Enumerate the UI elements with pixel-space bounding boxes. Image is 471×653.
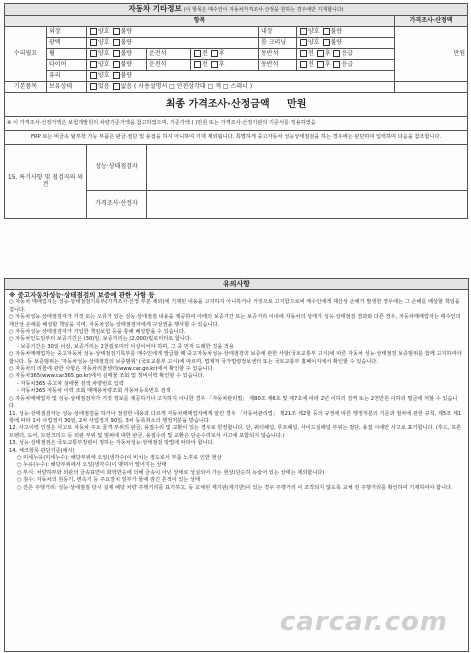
checkbox[interactable] <box>317 50 324 57</box>
checkbox[interactable] <box>323 39 330 46</box>
checkbox[interactable] <box>113 72 120 79</box>
appraiser-label: 가격조사·산정자 <box>87 191 147 219</box>
section-title: 자동차 기타정보 <box>128 4 182 14</box>
repair-item-label: 광택 <box>47 38 87 49</box>
checkbox[interactable] <box>194 50 201 57</box>
checkbox[interactable] <box>194 61 201 68</box>
repair-needed-label: 수리필요 <box>5 27 47 82</box>
checkbox[interactable] <box>333 50 340 57</box>
final-price-label: 최종 가격조사·산정금액 <box>165 98 270 110</box>
checkbox[interactable] <box>113 83 120 90</box>
repair-item-label: 내장 <box>259 27 297 38</box>
checkbox[interactable] <box>317 61 324 68</box>
appraiser-opinion-field[interactable] <box>147 191 468 219</box>
basic-items-list: ( 사용설명서 □ 안전삼각대 □ 잭 □ 스패너 ) <box>134 83 253 91</box>
repair-item-label: 유리 <box>47 71 87 82</box>
notice-line: 14. 체크항목 판단기준(예시) <box>9 447 75 454</box>
checkbox[interactable] <box>90 61 97 68</box>
inspector-label: 성능·상태점검자 <box>87 145 147 191</box>
passenger-seat-label: 동반석 <box>259 49 297 60</box>
checkbox[interactable] <box>211 61 218 68</box>
checkbox[interactable] <box>333 61 340 68</box>
notice-line: ○ 누유(누수): 해당부위에서 오일(냉각수)이 맺혀서 떨어지는 상태 <box>17 462 167 469</box>
repair-item-label: 타이어 <box>47 60 87 71</box>
notice-line: 11. 성능·상태점검자는 성능·상태점검을 하거나 점검한 내용과 다르게 자동차매매업자에게 알린 경우 「자동차관리법」 제21조 제2항 등의 규정에 따른 행정처분의 기준과 절차에 관한 규칙, 제5조 제1항에 따라 1차 사업정지 30일, 2차 사업정지 90일, 3차 등록취소의 행정처분을 받습니다. <box>9 410 462 424</box>
frp-note: FRP 또는 비금속 탈부착 가능 부품은 판금·절단 및 용접을 하지 아니하여 기재 제외됩니다. 특별하게 중고자동차 성능상태점검을 하는 경우에는 판단하여 입력하며 다음을 참조합니다. <box>5 131 468 145</box>
notice-line: 13. 성능·상태점검은 국토교통부장관이 정하는 자동차성능·상태점검 방법에 따라야 합니다. <box>9 440 215 447</box>
notice-line: ○ 자동차인도일부터 보증기간은 (30)일, 보증거리는 (2,000)킬로미터로 합니다. <box>9 336 192 343</box>
precautions-section <box>4 278 469 652</box>
special-notes-label: 15. 특기사항 및 점검자의 의견 <box>5 145 87 219</box>
items-column-header: 항목 <box>5 16 395 27</box>
repair-item-label: 휠 <box>47 49 87 60</box>
checkbox[interactable] <box>113 50 120 57</box>
driver-seat-label: 운전석 <box>147 49 191 60</box>
checkbox[interactable] <box>90 83 97 90</box>
notice-line: ○ 잔존 주행거리: 성능·상태점검 당시 실제 해당 차량 주행거리를 표기하고, 동 교체된 계기판(계기반)이 있는 경우 주행거리 이 조작되지 않도록 교체 전 주행거리를 확인하여 기재하여야 합니다. <box>17 484 453 491</box>
precautions-header: 유의사항 <box>5 279 468 290</box>
price-column-header: 가격조사·산정액 <box>395 16 468 27</box>
notice-line: ○ 자동차성능·상태점검자가 가입한 책임보험 등을 통해 배상받을 수 있습니다. <box>9 329 186 336</box>
driver-seat-label: 운전석 <box>147 60 191 71</box>
notice-line: ○ 부식: 차량하부와 외판의 금속표면이 화학반응에 의해 금속이 아닌 상태로 상실되어 가는 현상(단순히 녹슬어 있는 상태는 제외합니다) <box>17 469 325 476</box>
basic-items-label: 기본품목 <box>5 82 47 93</box>
checkbox[interactable] <box>90 50 97 57</box>
repair-item-label: 외장 <box>47 27 87 38</box>
notice-line: ○ 자동차매매업자 및 성능·상태점검자가 거짓 정보를 제공하거나 고지하지 아니한 경우 「자동차관리법」 제80조 제6호 및 제7호에 따라 2년 이하의 징역 또는 2천만원 이하의 벌금에 처할 수 있습니다. <box>9 395 458 410</box>
notice-line: ○ 자동차365(www.car365.go.kr)에서 실매물 조회 및 정비이력 확인할 수 있습니다. <box>9 373 205 380</box>
notice-line: ○ 자동차의 리콜에 관한 사항은 자동차리콜센터(www.car.go.kr)에서 확인할 수 있습니다. <box>9 366 215 373</box>
passenger-seat-label: 동반석 <box>259 60 297 71</box>
checkbox[interactable] <box>90 28 97 35</box>
notice-line: ○ 자동차성능·상태점검자가 거짓 또는 오류가 있는 성능·상태점검 내용을 제공하여 아래의 보증기간 또는 보증거리 이내에 자동차의 상태가 성능·상태점검 결과와 다른 경우, 자동차매매업자는 매수인의 재산상 손해를 배상할 책임을 지며, 자동차성능·상태점검자에게 구상권을 행사할 수 있습니다. <box>9 314 461 328</box>
checkbox[interactable] <box>90 72 97 79</box>
inspector-opinion-field[interactable] <box>147 145 468 191</box>
checkbox[interactable] <box>113 39 120 46</box>
repair-price-unit: 만원 <box>395 27 468 82</box>
notice-line: ○ 침수: 자동차의 원동기, 변속기 등 주요장치 일부가 물에 잠긴 흔적이 있는 상태 <box>17 477 201 484</box>
notice-line: - 자동차365 중고차 실매물 검색 차량번호 입력 <box>17 380 124 387</box>
checkbox[interactable] <box>323 28 330 35</box>
checkbox[interactable] <box>211 50 218 57</box>
checkbox[interactable] <box>300 61 307 68</box>
watermark: carcar.com <box>279 607 448 637</box>
possession-status-label: 보유상태 <box>47 82 87 93</box>
checkbox[interactable] <box>90 39 97 46</box>
notice-line: 12. 사고이력 인정은 사고로 자동차 주요 골격 부위의 판금, 용접수리 및 교환이 있는 경우로 한정합니다. 단, 쿼터패널, 루프패널, 사이드실패널 부위는 절단, 용접 시에만 사고로 표기합니다. (후드, 프론트펜더, 도어, 트렁크리드 등 외판 부위 및 범퍼에 대한 판금, 용접수리 및 교환은 단순수리로서 사고에 포함되지 않습니다.) <box>9 425 462 439</box>
price-basis-note: ※ 이 가격조사·산정가액은 보험개발원의 차량기준가액을 참고하였으며, 기준가액 ( )만원 또는 가격조사·산정기관의 기준서를 적용하였음 <box>5 117 468 131</box>
checkbox[interactable] <box>113 28 120 35</box>
notice-line: ○ 자동차매매업자는 중고자동차 성능·상태점검기록부를 매수인에게 발급할 때 중고자동차성능·상태점검의 보증에 관한 사항(국토교통부 고시)에 따른 자동차 성능·상태점검 보증범위를 함께 고지하여야 합니다. 동 보증범위는 '자동차성능·상태점검의 보증범위' (국토교통부 고시)에 따르며, 법제처 국가법령정보센터 또는 국토교통부 홈페이지에서 확인할 수 있습니다. <box>9 351 462 365</box>
extra-info-table: 자동차 기타정보 (이 항목은 매수인이 자동차가격조사·산정을 원하는 경우에만 기재합니다) 항목 가격조사·산정액 수리필요 외장 양호 불량 내장 양호 불량 만원 광택 양호 불량 룸 크리닝 양호 불량 휠 양호 불량 운전석 전 후 동반석 전 후 응급 타이어 양호 불량 운전석 전 후 동반석 전 후 응급 유리 양호 불량 기본품목 보유상태 있음 없음 ( 사용설명서 □ 안전삼각대 □ 잭 □ 스패너 ) 최종 가격조사·산정금액 만원 ※ 이 가격조사·산정가액은 보험개발원의 차량기준가액을 참고하였으며, 기준가액 ( )만원 또는 가격조사·산정기관의 기준서를 적용하였음 FRP 또는 비금속 탈부착 가능 부품은 판금·절단 및 용접을 하지 아니하여 기재 제외됩니다. 특별하게 중고자동차 성능상태점검을 하는 경우에는 판단하여 입력하며 다음을 참조합니다. 15. 특기사항 및 점검자의 의견 성능·상태점검자 가격조사·산정자 <box>4 3 468 219</box>
notice-line: ○ 자동차 매매업자는 성능·상태점검기록부(가격조사·산정 부분 제외)에 기재된 내용을 고지하지 아니하거나 거짓으로 고지함으로써 매수인에게 재산상 손해가 발생한 경우에는 그 손해를 배상할 책임을 집니다. <box>9 299 460 313</box>
final-price-unit: 만원 <box>287 98 307 110</box>
checkbox[interactable] <box>300 39 307 46</box>
notice-line: - 보증기간은 30일 이상, 보증거리는 2천킬로미터 이상이어야 하며, 그 중 먼저 도래한 것을 적용 <box>17 343 234 350</box>
checkbox[interactable] <box>113 61 120 68</box>
notice-line: ○ 미세누유(미세누수): 해당부위에 오일(냉각수)이 비치는 정도로서 부품 노후로 인한 현상 <box>17 454 222 461</box>
repair-item-label: 룸 크리닝 <box>259 38 297 49</box>
checkbox[interactable] <box>300 28 307 35</box>
section-subtitle: (이 항목은 매수인이 자동차가격조사·산정을 원하는 경우에만 기재합니다) <box>183 7 344 14</box>
notice-line: - 자동차365 자동차 이력 조회 매매용차량조회 자동차등록번호 검색 <box>17 388 171 395</box>
precautions-title: ※ 중고자동차성능·상태점검의 보증에 관한 사항 등 <box>9 291 155 299</box>
checkbox[interactable] <box>300 50 307 57</box>
